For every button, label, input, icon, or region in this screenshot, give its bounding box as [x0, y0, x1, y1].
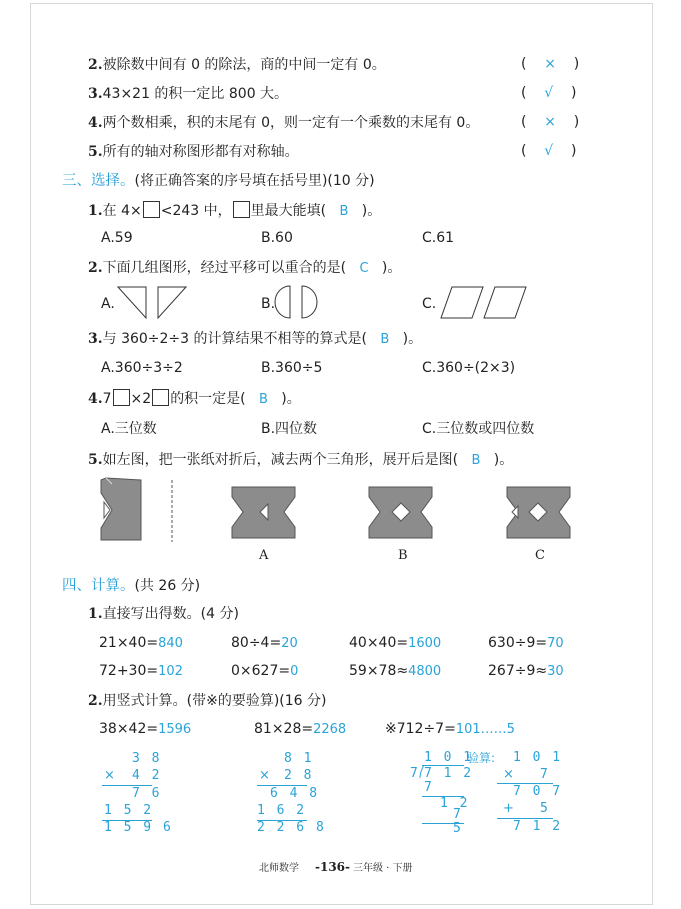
choice-q2: 2.下面几组图形，经过平移可以重合的是( C )。: [88, 260, 402, 276]
vert1-partial-2: 1 5 2: [104, 803, 154, 818]
check-product: 7 0 7: [513, 784, 563, 799]
judge-answer-4: ( × ): [521, 114, 580, 130]
q5-label-a: A: [259, 548, 269, 563]
check-remainder: 5: [540, 801, 550, 816]
q2-label-a: A.: [101, 296, 115, 312]
choice-q3: 3.与 360÷2÷3 的计算结果不相等的算式是( B )。: [88, 331, 423, 347]
section-4-heading: 四、计算。(共 26 分): [62, 578, 201, 594]
check-label: 验算:: [467, 751, 496, 765]
footer-grade: 三年级 · 下册: [353, 863, 413, 874]
judge-item-5: 5.所有的轴对称图形都有对称轴。: [88, 144, 299, 160]
vertical-item: 81×28=2268: [254, 721, 347, 737]
vert1-top: 3 8: [132, 751, 162, 766]
choice-q5: 5.如左图，把一张纸对折后，减去两个三角形，展开后是图( B )。: [88, 452, 514, 468]
choice-q1: 1.在 4× <243 中， 里最大能填( B )。: [88, 203, 382, 219]
q5-label-c: C: [535, 548, 545, 563]
vertical-item: 38×42=1596: [99, 721, 192, 737]
division-divisor: 7: [410, 766, 420, 781]
vert1-bottom: 4 2: [132, 768, 162, 783]
check-multiplier: 7: [540, 767, 550, 782]
section-3-heading: 三、选择。(将正确答案的序号填在括号里)(10 分): [62, 173, 375, 189]
division-remainder: 5: [453, 821, 463, 836]
q1-option-a: A.59: [101, 230, 133, 246]
check-top: 1 0 1: [513, 750, 563, 765]
judge-answer-3: ( √ ): [521, 85, 577, 101]
calc-q1-title: 1.直接写出得数。(4 分): [88, 606, 239, 622]
q4-option-a: A.三位数: [101, 421, 157, 437]
division-dividend: 7 1 2: [424, 766, 474, 781]
q1-option-c: C.61: [422, 230, 455, 246]
judge-answer-5: ( √ ): [521, 143, 577, 159]
check-result: 7 1 2: [513, 819, 563, 834]
calc-item: 59×78≈4800: [349, 663, 442, 679]
q2-label-b: B.: [261, 296, 276, 312]
q5-label-b: B: [398, 548, 408, 563]
q4-option-b: B.四位数: [261, 421, 318, 437]
vert2-top: 8 1: [284, 751, 314, 766]
q1-option-b: B.60: [261, 230, 293, 246]
q4-option-c: C.三位数或四位数: [422, 421, 535, 437]
footer-book-title: 北师数学: [259, 863, 299, 874]
check-op-mul: ×: [503, 767, 514, 782]
vert2-op: ×: [259, 768, 270, 783]
calc-q2-title: 2.用竖式计算。(带※的要验算)(16 分): [88, 693, 327, 709]
vert2-partial-1: 6 4 8: [270, 786, 320, 801]
judge-item-4: 4.两个数相乘，积的末尾有 0，则一定有一个乘数的末尾有 0。: [88, 115, 480, 131]
judge-answer-2: ( × ): [521, 56, 580, 72]
division-quotient: 1 0 1: [424, 750, 474, 765]
calc-item: 0×627=0: [231, 663, 299, 679]
vert1-partial-1: 7 6: [132, 786, 162, 801]
judge-item-2: 2.被除数中间有 0 的除法，商的中间一定有 0。: [88, 57, 386, 73]
judge-item-3: 3.43×21 的积一定比 800 大。: [88, 86, 289, 102]
calc-item: 21×40=840: [99, 635, 183, 651]
vert1-result: 1 5 9 6: [104, 820, 173, 835]
division-step-2: 1 2: [440, 796, 470, 811]
q3-option-b: B.360÷5: [261, 360, 323, 376]
calc-item: 267÷9≈30: [488, 663, 564, 679]
page-number: -136-: [315, 860, 351, 874]
division-step-3: 7: [453, 807, 463, 822]
choice-q4: 4.7 ×2 的积一定是( B )。: [88, 391, 301, 407]
check-op-add: +: [503, 801, 514, 816]
division-step-1: 7: [424, 780, 434, 795]
calc-item: 40×40=1600: [349, 635, 442, 651]
calc-item: 72+30=102: [99, 663, 183, 679]
q3-option-c: C.360÷(2×3): [422, 360, 516, 376]
vert1-op: ×: [104, 768, 115, 783]
q2-label-c: C.: [422, 296, 437, 312]
vert2-result: 2 2 6 8: [257, 820, 326, 835]
q3-option-a: A.360÷3÷2: [101, 360, 183, 376]
vertical-item: ※712÷7=101……5: [385, 721, 515, 737]
calc-item: 630÷9=70: [488, 635, 564, 651]
calc-item: 80÷4=20: [231, 635, 298, 651]
vert2-partial-2: 1 6 2: [257, 803, 307, 818]
vert2-bottom: 2 8: [284, 768, 314, 783]
